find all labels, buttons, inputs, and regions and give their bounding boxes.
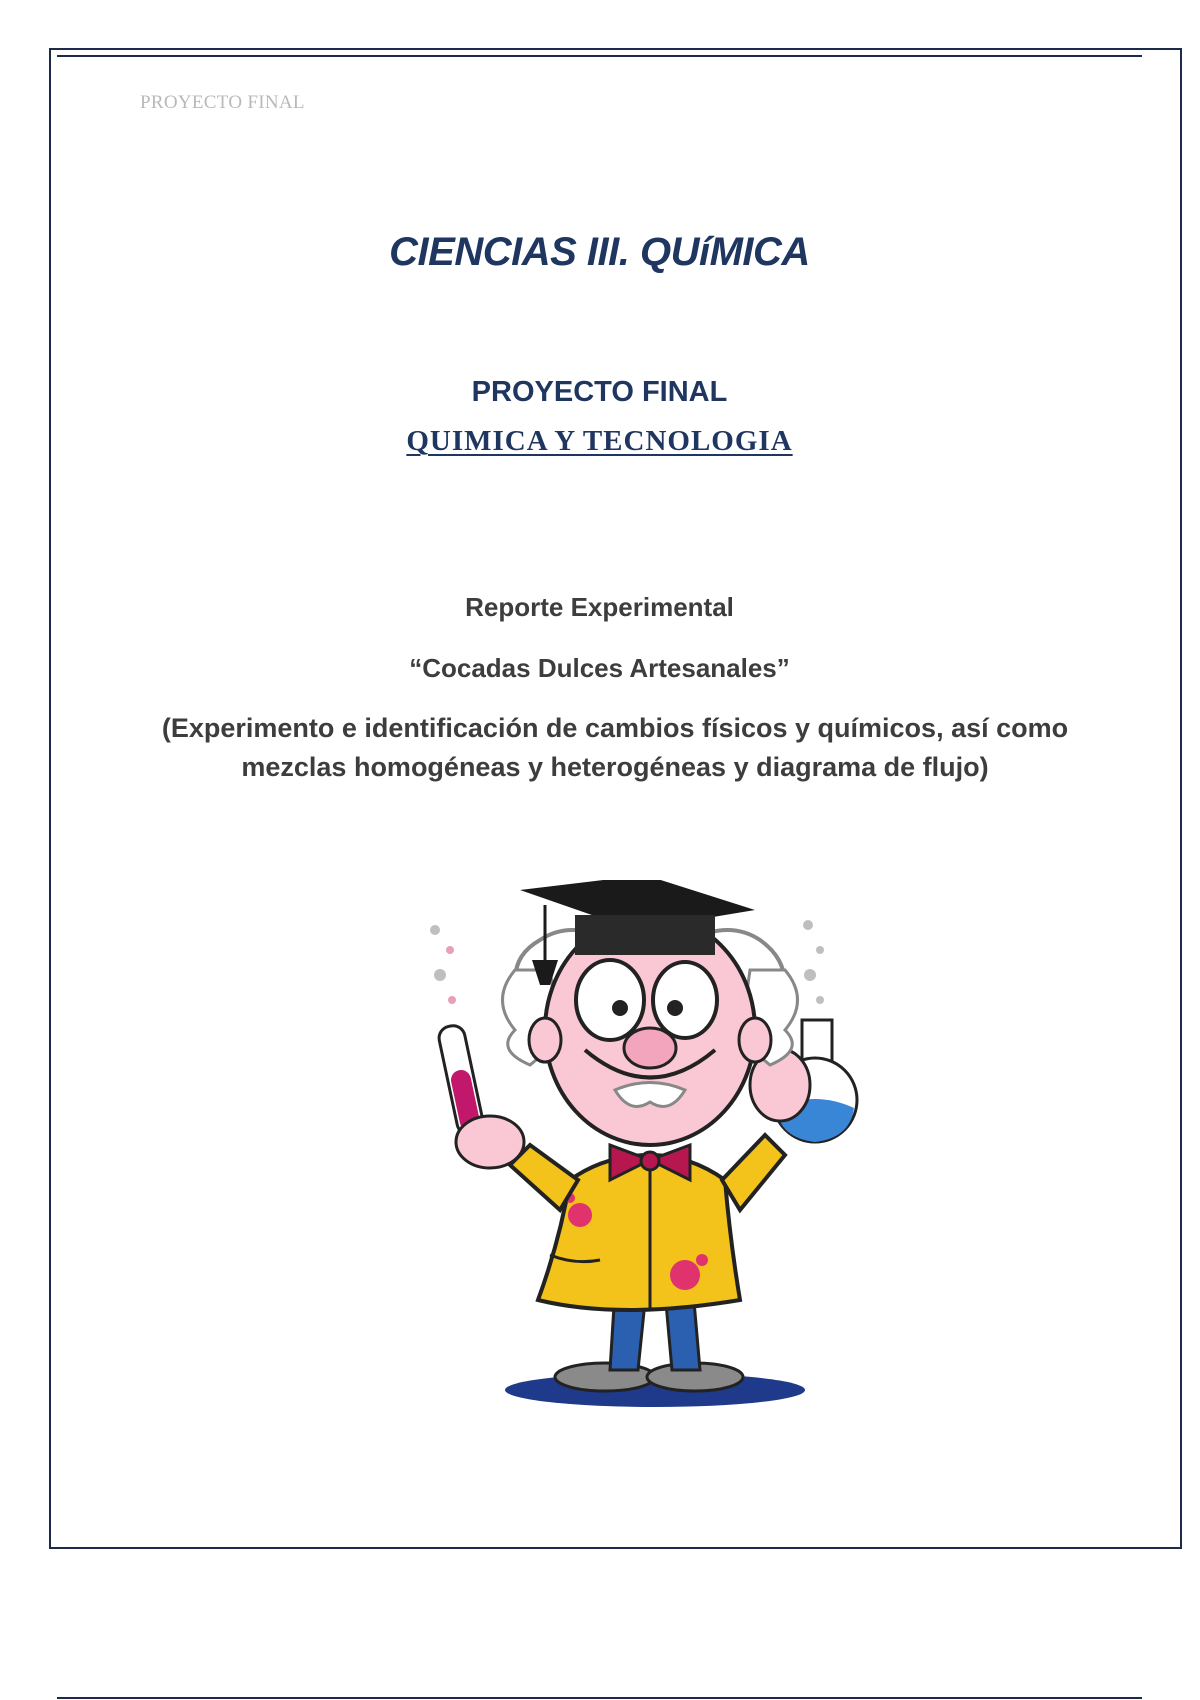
bubble bbox=[448, 996, 456, 1004]
project-theme-title bbox=[57, 425, 1142, 458]
cartoon-scientist-icon bbox=[410, 880, 890, 1420]
bubble bbox=[434, 969, 446, 981]
bubble bbox=[816, 946, 824, 954]
bubble bbox=[803, 920, 813, 930]
nose bbox=[624, 1028, 676, 1068]
bubble bbox=[804, 969, 816, 981]
left-eye bbox=[576, 960, 644, 1040]
stain bbox=[670, 1260, 700, 1290]
stain bbox=[568, 1203, 592, 1227]
bubble bbox=[816, 996, 824, 1004]
running-header: PROYECTO FINAL bbox=[140, 92, 305, 113]
stain bbox=[696, 1254, 708, 1266]
top-rule bbox=[57, 55, 1142, 57]
graduation-cap-base bbox=[575, 915, 715, 955]
bottom-rule bbox=[57, 1697, 1142, 1699]
left-shoe bbox=[555, 1363, 655, 1391]
left-pupil bbox=[612, 1000, 628, 1016]
mustache bbox=[615, 1083, 685, 1107]
bubble bbox=[446, 946, 454, 954]
report-type-label: Reporte Experimental bbox=[465, 592, 734, 622]
left-hand bbox=[456, 1116, 524, 1168]
report-name: “Cocadas Dulces Artesanales” bbox=[409, 653, 790, 683]
right-ear bbox=[739, 1018, 771, 1062]
main-title: CIENCIAS III. QUíMICA bbox=[389, 230, 810, 274]
bubble bbox=[430, 925, 440, 935]
bow-tie-knot bbox=[641, 1152, 659, 1170]
right-eye bbox=[653, 962, 717, 1038]
right-sleeve bbox=[722, 1135, 785, 1210]
report-description: (Experimento e identificación de cambios físicos y químicos, así como mezclas homogéneas y heterogéneas y diagrama de flujo) bbox=[161, 713, 1069, 782]
left-ear bbox=[529, 1018, 561, 1062]
project-theme-text: QUIMICA Y TECNOLOGIA bbox=[406, 425, 793, 457]
project-subtitle: PROYECTO FINAL bbox=[471, 376, 728, 408]
right-pupil bbox=[667, 1000, 683, 1016]
